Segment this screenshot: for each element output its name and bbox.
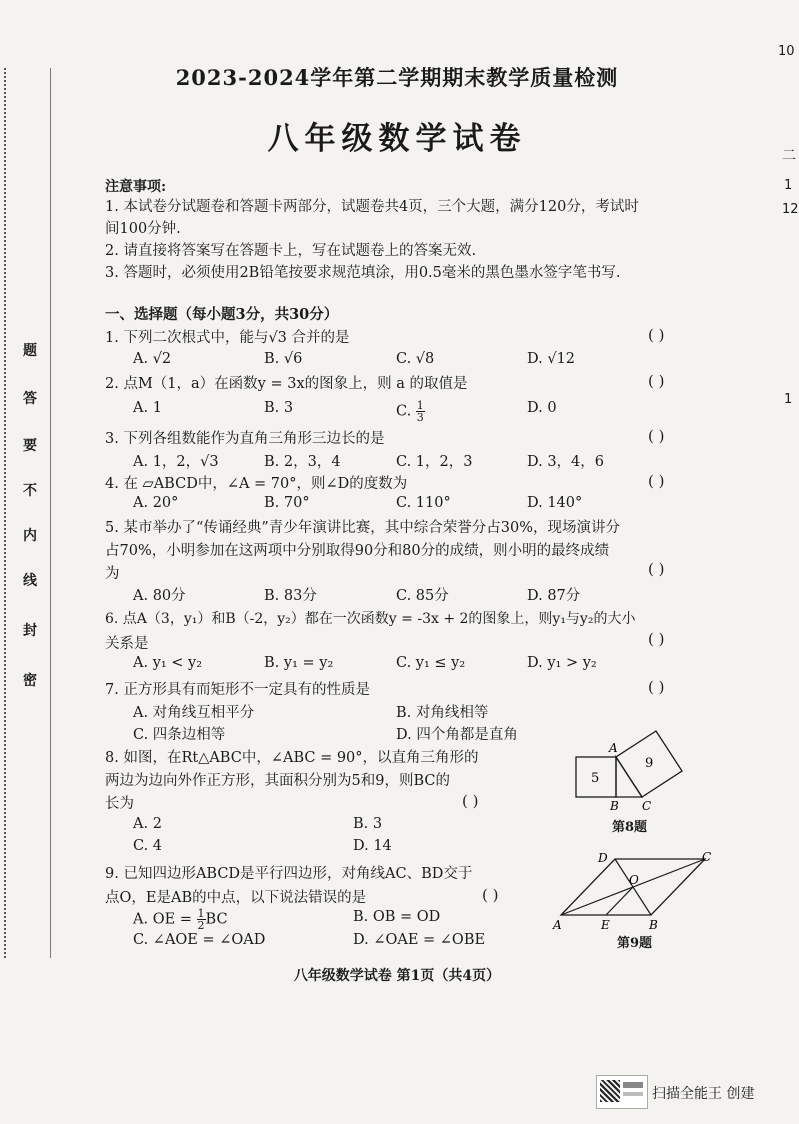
question-9-stem: 9. 已知四边形ABCD是平行四边形，对角线AC、BD交于 bbox=[105, 866, 473, 882]
fraction bbox=[416, 400, 425, 423]
option: B. 70° bbox=[264, 495, 310, 511]
option: A. 2 bbox=[133, 816, 162, 832]
option: D. 3，4，6 bbox=[527, 454, 605, 470]
question-6-stem-2: 关系是 bbox=[105, 636, 149, 652]
margin-char: 题 bbox=[23, 343, 37, 359]
notes-heading: 注意事项: bbox=[105, 179, 167, 195]
edge-fragment-1: 1 bbox=[784, 178, 793, 193]
option: D. ∠OAE = ∠OBE bbox=[353, 932, 486, 948]
option: B. 2，3，4 bbox=[264, 454, 341, 470]
option: A. √2 bbox=[133, 351, 172, 367]
question-2-stem: 2. 点M（1，a）在函数y = 3x的图象上，则 a 的取值是 bbox=[105, 376, 468, 392]
answer-paren: ( ) bbox=[648, 427, 665, 445]
page-footer: 八年级数学试卷 第1页（共4页） bbox=[293, 968, 501, 984]
label-C: C bbox=[702, 850, 712, 864]
question-8-stem-2: 两边为边向外作正方形，其面积分别为5和9，则BC的 bbox=[105, 773, 450, 789]
answer-paren: ( ) bbox=[648, 372, 665, 390]
answer-paren: ( ) bbox=[648, 560, 665, 578]
binding-dotted-line bbox=[4, 68, 6, 958]
fraction bbox=[197, 908, 206, 931]
scanner-watermark-text: 扫描全能王 创建 bbox=[652, 1086, 755, 1102]
option: A. 1，2，√3 bbox=[133, 454, 219, 470]
question-8-stem: 8. 如图，在Rt△ABC中，∠ABC = 90°，以直角三角形的 bbox=[105, 750, 479, 766]
fraction-numerator: 1 bbox=[416, 399, 424, 412]
option: D. 四个角都是直角 bbox=[396, 727, 518, 743]
margin-char: 密 bbox=[23, 673, 37, 689]
question-5-stem-3: 为 bbox=[105, 566, 120, 582]
margin-char: 封 bbox=[23, 623, 37, 639]
binding-margin-line bbox=[50, 68, 51, 958]
option: D. 87分 bbox=[527, 588, 581, 604]
option: D. 0 bbox=[527, 400, 557, 416]
note-item: 1. 本试卷分试题卷和答题卡两部分，试题卷共4页，三个大题，满分120分，考试时 bbox=[105, 199, 639, 215]
label-A: A bbox=[609, 741, 618, 755]
edge-fragment-3: 1 bbox=[784, 392, 793, 407]
option: A. 80分 bbox=[133, 588, 186, 604]
label-C: C bbox=[642, 799, 652, 813]
option: B. √6 bbox=[264, 351, 303, 367]
question-1-stem: 1. 下列二次根式中，能与√3 合并的是 bbox=[105, 330, 350, 346]
option: D. y₁ > y₂ bbox=[527, 655, 597, 671]
option: C. y₁ ≤ y₂ bbox=[396, 655, 466, 671]
question-5-stem-2: 占70%，小明参加在这两项中分别取得90分和80分的成绩，则小明的最终成绩 bbox=[105, 543, 610, 559]
label-E: E bbox=[601, 918, 610, 932]
option: C. 四条边相等 bbox=[133, 727, 226, 743]
option: B. 3 bbox=[353, 816, 383, 832]
option: C. ∠AOE = ∠OAD bbox=[133, 932, 266, 948]
edge-fragment-mid: 二 bbox=[782, 148, 796, 164]
option-text: A. OE = bbox=[133, 911, 192, 928]
segment-oe bbox=[606, 887, 633, 915]
figure-9 bbox=[545, 848, 720, 933]
option: C. 85分 bbox=[396, 588, 449, 604]
option: D. √12 bbox=[527, 351, 576, 367]
label-A: A bbox=[553, 918, 562, 932]
question-5-stem: 5. 某市举办了“传诵经典”青少年演讲比赛，其中综合荣誉分占30%，现场演讲分 bbox=[105, 520, 620, 536]
margin-char: 内 bbox=[23, 528, 37, 544]
qr-code-icon bbox=[600, 1080, 620, 1102]
option: A. y₁ < y₂ bbox=[133, 655, 203, 671]
label-9: 9 bbox=[645, 756, 654, 771]
option: B. 3 bbox=[264, 400, 294, 416]
label-B: B bbox=[649, 918, 658, 932]
option: B. 83分 bbox=[264, 588, 317, 604]
fraction-denominator: 3 bbox=[416, 411, 424, 424]
question-6-stem: 6. 点A（3，y₁）和B（-2，y₂）都在一次函数y = -3x + 2的图象上，则y₁与y₂的大小 bbox=[105, 611, 636, 627]
note-item: 间100分钟. bbox=[105, 221, 181, 237]
label-B: B bbox=[610, 799, 619, 813]
option bbox=[396, 400, 425, 423]
answer-paren: ( ) bbox=[482, 886, 499, 904]
answer-paren: ( ) bbox=[648, 678, 665, 696]
scanner-logo bbox=[596, 1075, 648, 1109]
question-9-stem-2: 点O，E是AB的中点，以下说法错误的是 bbox=[105, 890, 367, 906]
question-8-stem-3: 长为 bbox=[105, 796, 134, 812]
figure-9-caption: 第9题 bbox=[617, 936, 653, 951]
option: C. √8 bbox=[396, 351, 435, 367]
option: D. 14 bbox=[353, 838, 392, 854]
option-letter: C. bbox=[396, 403, 412, 420]
logo-bar bbox=[623, 1092, 643, 1096]
note-item: 2. 请直接将答案写在答题卡上，写在试题卷上的答案无效. bbox=[105, 243, 477, 259]
exam-subtitle: 八年级数学试卷 bbox=[267, 121, 527, 157]
option: C. 110° bbox=[396, 495, 451, 511]
margin-char: 不 bbox=[23, 483, 37, 499]
option bbox=[133, 908, 228, 931]
option: A. 20° bbox=[133, 495, 179, 511]
answer-paren: ( ) bbox=[648, 326, 665, 344]
binding-margin-text bbox=[18, 330, 42, 710]
option-text-suffix: BC bbox=[205, 911, 228, 928]
section-heading: 一、选择题（每小题3分，共30分） bbox=[105, 306, 339, 323]
edge-fragment-top: 10 bbox=[778, 44, 795, 59]
option: B. 对角线相等 bbox=[396, 705, 489, 721]
option: B. OB = OD bbox=[353, 909, 441, 925]
margin-char: 要 bbox=[23, 438, 37, 454]
exam-title: 2023-2024学年第二学期期末教学质量检测 bbox=[175, 65, 619, 90]
option: B. y₁ = y₂ bbox=[264, 655, 334, 671]
option: D. 140° bbox=[527, 495, 583, 511]
question-3-stem: 3. 下列各组数能作为直角三角形三边长的是 bbox=[105, 431, 385, 447]
option: A. 对角线互相平分 bbox=[133, 705, 255, 721]
margin-char: 答 bbox=[23, 391, 37, 407]
answer-paren: ( ) bbox=[648, 630, 665, 648]
question-4-stem: 4. 在 ▱ABCD中，∠A = 70°，则∠D的度数为 bbox=[105, 476, 408, 492]
fraction-numerator: 1 bbox=[197, 907, 205, 920]
fraction-denominator: 2 bbox=[197, 919, 205, 932]
question-7-stem: 7. 正方形具有而矩形不一定具有的性质是 bbox=[105, 682, 370, 698]
edge-fragment-2: 12 bbox=[782, 202, 799, 217]
margin-char: 线 bbox=[23, 573, 37, 589]
label-O: O bbox=[629, 873, 639, 887]
option: C. 4 bbox=[133, 838, 163, 854]
label-D: D bbox=[598, 851, 608, 865]
logo-bar bbox=[623, 1082, 643, 1088]
answer-paren: ( ) bbox=[648, 472, 665, 490]
figure-8-caption: 第8题 bbox=[612, 820, 648, 835]
label-5: 5 bbox=[591, 771, 600, 786]
note-item: 3. 答题时，必须使用2B铅笔按要求规范填涂，用0.5毫米的黑色墨水签字笔书写. bbox=[105, 265, 621, 281]
option: C. 1，2，3 bbox=[396, 454, 473, 470]
answer-paren: ( ) bbox=[462, 792, 479, 810]
option: A. 1 bbox=[133, 400, 162, 416]
